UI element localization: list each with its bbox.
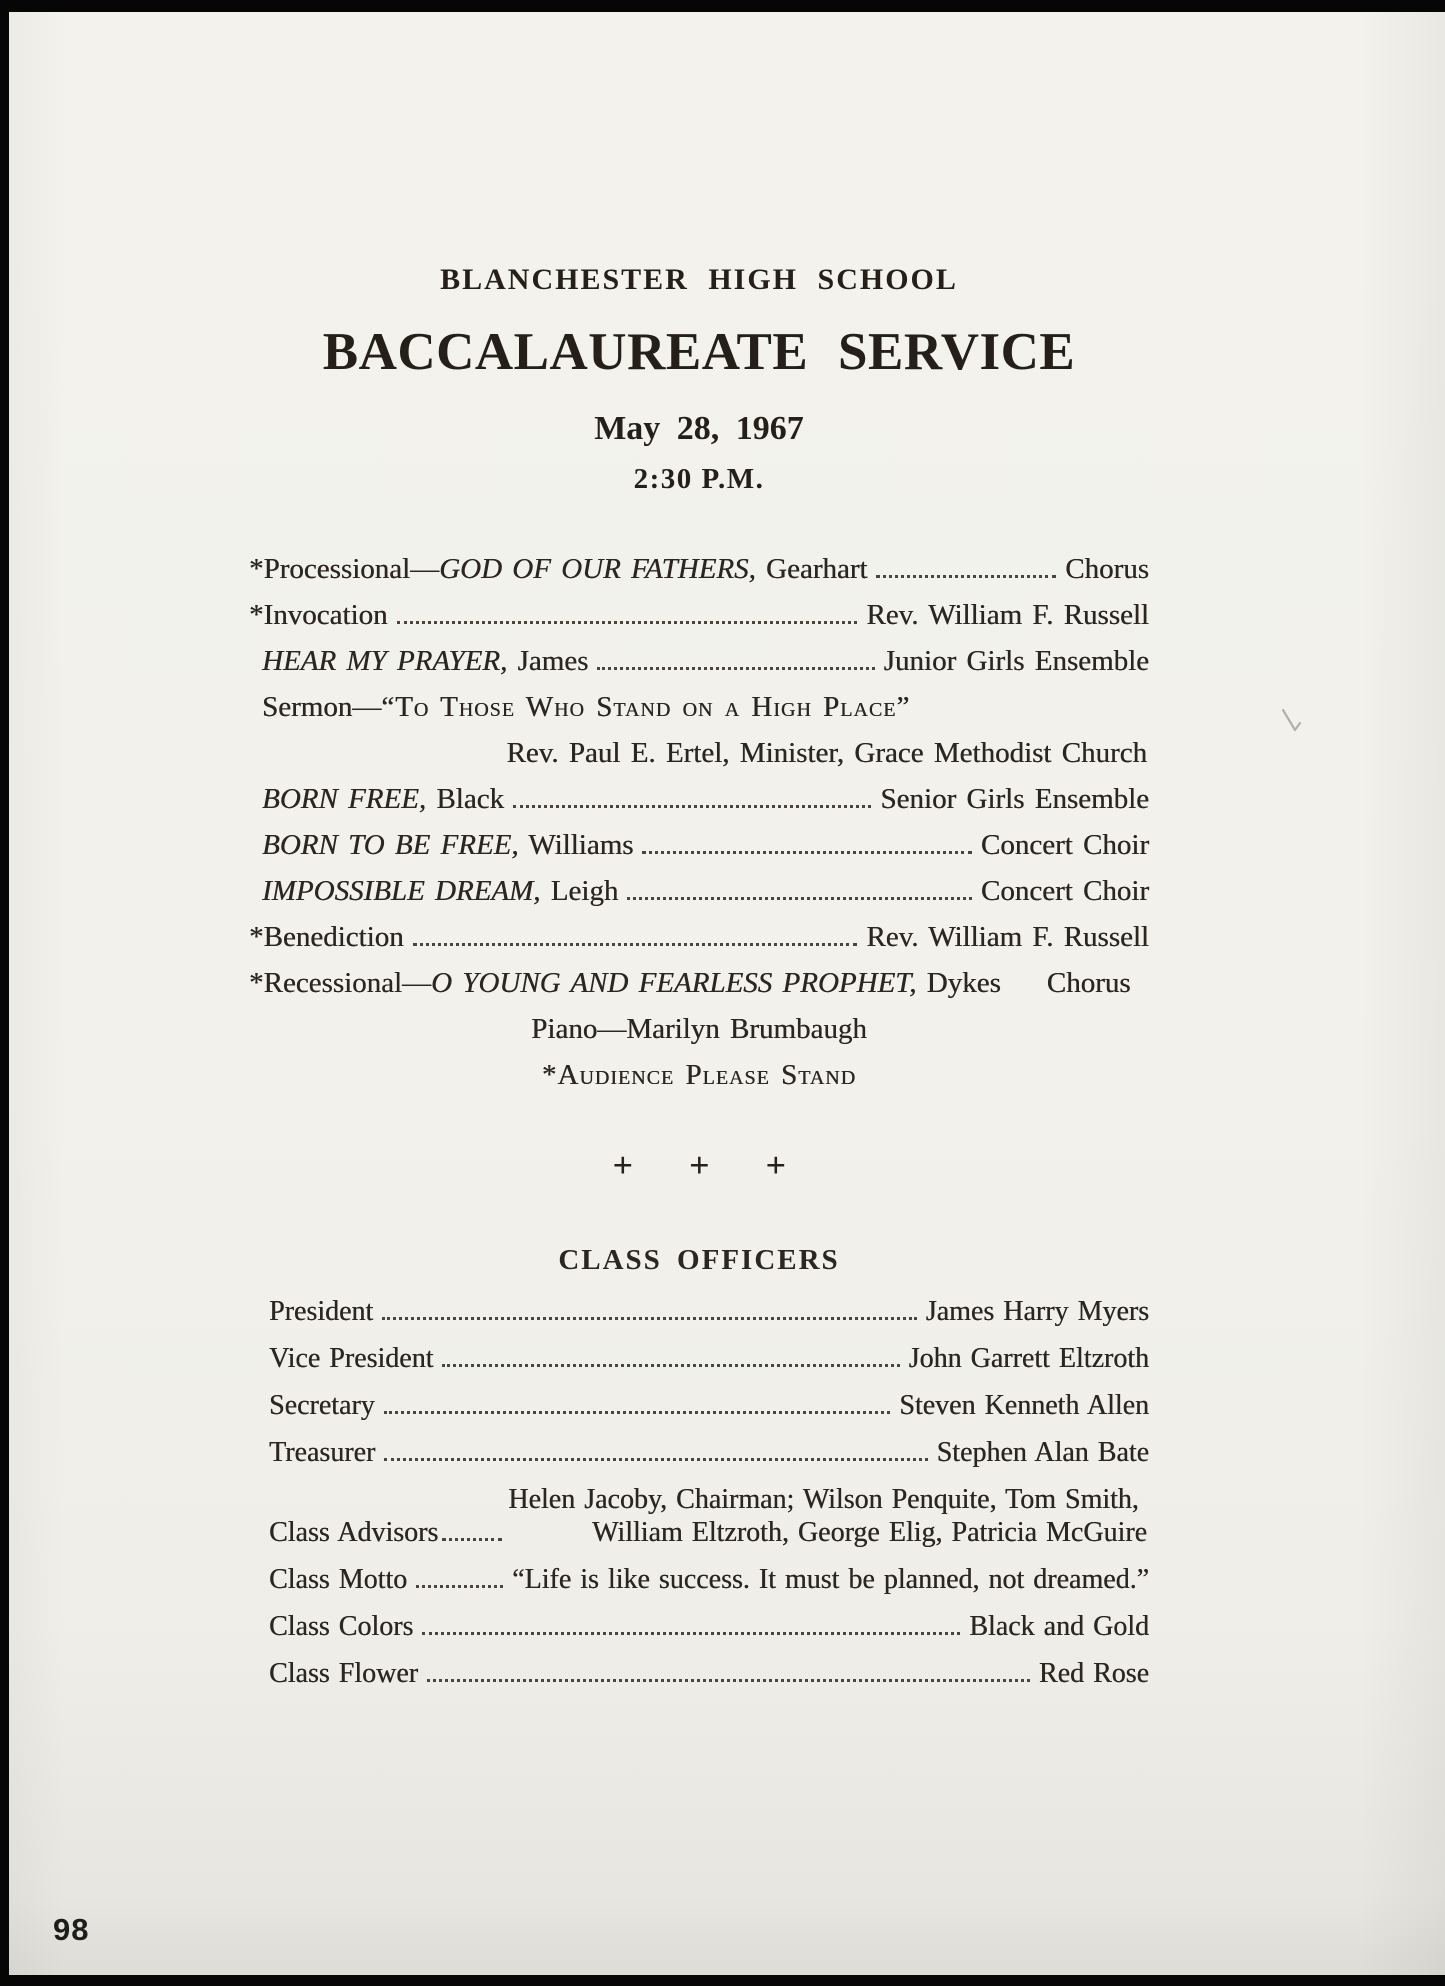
officer-row-vice-president bbox=[249, 1342, 1149, 1375]
program-item-performer: Senior Girls Ensemble bbox=[880, 782, 1149, 815]
class-motto-row bbox=[249, 1563, 1149, 1596]
dot-leader bbox=[627, 897, 972, 900]
officers-list bbox=[249, 1295, 1149, 1690]
officer-row-secretary bbox=[249, 1389, 1149, 1422]
program-item-performer: Concert Choir bbox=[980, 874, 1149, 907]
plus-icon: + bbox=[765, 1144, 786, 1185]
dot-leader bbox=[442, 1538, 502, 1541]
officer-title: President bbox=[269, 1296, 374, 1328]
program-item-invocation bbox=[249, 599, 1149, 632]
plus-icon: + bbox=[688, 1144, 710, 1185]
plus-icon: + bbox=[612, 1144, 633, 1185]
program-item-benediction bbox=[249, 921, 1149, 954]
program-item-composer: Dykes bbox=[916, 966, 1001, 999]
program-item-label: *Processional— bbox=[249, 552, 440, 585]
event-time: 2:30 P.M. bbox=[633, 462, 765, 495]
dot-leader bbox=[397, 621, 858, 624]
page-content bbox=[249, 12, 1149, 1704]
dot-leader bbox=[384, 1411, 891, 1414]
program-list bbox=[249, 553, 1149, 1092]
colors-label: Class Colors bbox=[269, 1611, 414, 1643]
program-item-title: GOD OF OUR FATHERS, bbox=[439, 552, 756, 585]
program-item-composer: Williams bbox=[518, 828, 634, 861]
program-item-born-to-be-free bbox=[249, 829, 1149, 862]
advisors-names-line1: Helen Jacoby, Chairman; Wilson Penquite, Tom Smith, bbox=[508, 1484, 1139, 1516]
program-item-title: O YOUNG AND FEARLESS PROPHET, bbox=[431, 966, 917, 999]
sermon-label: Sermon— bbox=[262, 690, 382, 723]
program-item-title: BORN FREE, bbox=[262, 782, 427, 815]
dot-leader bbox=[384, 1458, 927, 1461]
officers-heading: CLASS OFFICERS bbox=[558, 1243, 840, 1276]
page-title: BACCALAUREATE SERVICE bbox=[322, 323, 1076, 381]
program-item-performer: Rev. William F. Russell bbox=[866, 598, 1149, 631]
dot-leader bbox=[513, 805, 871, 808]
program-item-title: BORN TO BE FREE, bbox=[262, 828, 519, 861]
program-item-label: *Recessional— bbox=[249, 966, 432, 999]
officer-row-treasurer bbox=[249, 1436, 1149, 1469]
officer-name: James Harry Myers bbox=[925, 1296, 1149, 1328]
class-colors-row bbox=[249, 1610, 1149, 1643]
advisors-names-line2: William Eltzroth, George Elig, Patricia McGuire bbox=[592, 1517, 1147, 1549]
event-date: May 28, 1967 bbox=[594, 409, 804, 447]
motto-label: Class Motto bbox=[269, 1564, 408, 1596]
dot-leader bbox=[422, 1632, 960, 1635]
dot-leader bbox=[416, 1585, 503, 1588]
program-item-composer: James bbox=[507, 644, 589, 677]
officer-title: Vice President bbox=[269, 1343, 434, 1375]
officer-name: Steven Kenneth Allen bbox=[899, 1390, 1149, 1422]
flower-label: Class Flower bbox=[269, 1658, 418, 1690]
program-item-performer: Chorus bbox=[1046, 966, 1131, 999]
program-item-performer: Concert Choir bbox=[980, 828, 1149, 861]
dot-leader bbox=[382, 1317, 917, 1320]
program-item-composer: Black bbox=[426, 782, 504, 815]
program-item-label: *Benediction bbox=[249, 920, 404, 953]
program-item-title: HEAR MY PRAYER, bbox=[262, 644, 508, 677]
officer-row-president bbox=[249, 1295, 1149, 1328]
program-item-hear-my-prayer bbox=[249, 645, 1149, 678]
dot-leader bbox=[597, 667, 874, 670]
advisors-label: Class Advisors bbox=[269, 1517, 439, 1549]
dot-leader bbox=[876, 575, 1056, 578]
class-flower-row bbox=[249, 1657, 1149, 1690]
flower-value: Red Rose bbox=[1038, 1658, 1149, 1690]
program-item-born-free bbox=[249, 783, 1149, 816]
program-item-composer: Leigh bbox=[540, 874, 619, 907]
program-item-label: *Invocation bbox=[249, 598, 388, 631]
program-item-performer: Junior Girls Ensemble bbox=[883, 644, 1149, 677]
class-advisors-row bbox=[249, 1483, 1149, 1549]
dot-leader bbox=[442, 1364, 899, 1367]
program-item-performer: Chorus bbox=[1065, 552, 1149, 585]
dot-leader bbox=[427, 1679, 1030, 1682]
cross-divider bbox=[249, 1144, 1149, 1185]
program-item-processional bbox=[249, 553, 1149, 586]
program-item-performer: Rev. William F. Russell bbox=[866, 920, 1149, 953]
dot-leader bbox=[413, 943, 858, 946]
officer-title: Treasurer bbox=[269, 1437, 376, 1469]
program-item-title: IMPOSSIBLE DREAM, bbox=[262, 874, 541, 907]
colors-value: Black and Gold bbox=[969, 1611, 1149, 1643]
program-item-recessional bbox=[249, 967, 1149, 1000]
officer-name: Stephen Alan Bate bbox=[936, 1437, 1149, 1469]
page-number: 98 bbox=[53, 1912, 90, 1947]
dot-leader bbox=[642, 851, 971, 854]
sermon-title: “To Those Who Stand on a High Place” bbox=[381, 690, 911, 723]
officer-title: Secretary bbox=[269, 1390, 375, 1422]
program-item-composer: Gearhart bbox=[755, 552, 868, 585]
program-item-sermon bbox=[249, 691, 1149, 724]
sermon-speaker: Rev. Paul E. Ertel, Minister, Grace Methodist Church bbox=[506, 736, 1147, 769]
program-item-impossible-dream bbox=[249, 875, 1149, 908]
pencil-check-mark bbox=[1280, 708, 1304, 738]
motto-value: “Life is like success. It must be planned, not dreamed.” bbox=[512, 1564, 1149, 1596]
piano-credit: Piano—Marilyn Brumbaugh bbox=[531, 1012, 867, 1045]
school-name: BLANCHESTER HIGH SCHOOL bbox=[440, 263, 958, 296]
audience-note: *Audience Please Stand bbox=[541, 1058, 857, 1091]
officer-name: John Garrett Eltzroth bbox=[908, 1343, 1149, 1375]
